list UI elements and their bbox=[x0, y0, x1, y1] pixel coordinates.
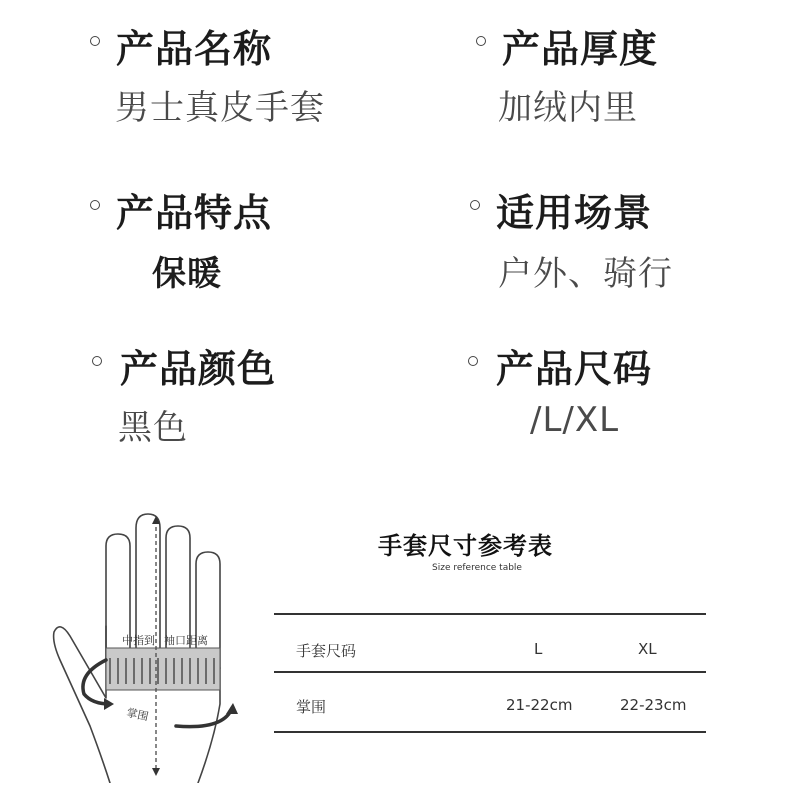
glove-measure-illustration bbox=[48, 508, 258, 783]
bullet-icon bbox=[90, 36, 100, 46]
finger-label: 中指到 bbox=[122, 634, 155, 647]
header-cell: L bbox=[534, 640, 543, 658]
header-cell: 手套尺码 bbox=[296, 642, 357, 660]
bullet-icon bbox=[92, 356, 102, 366]
bullet-icon bbox=[468, 356, 478, 366]
spec-title: 产品厚度 bbox=[502, 27, 659, 71]
bullet-icon bbox=[90, 200, 100, 210]
row-value-xl: 22-23cm bbox=[620, 696, 687, 714]
spec-title: 产品尺码 bbox=[496, 347, 653, 391]
spec-title: 适用场景 bbox=[496, 191, 653, 235]
spec-value: 加绒内里 bbox=[498, 88, 638, 128]
cuff-label: 袖口距离 bbox=[164, 634, 208, 647]
spec-value: /L/XL bbox=[530, 400, 620, 440]
spec-value: 户外、骑行 bbox=[498, 254, 673, 294]
spec-title: 产品名称 bbox=[116, 27, 273, 71]
size-chart-title: 手套尺寸参考表 bbox=[378, 532, 553, 560]
table-divider-rule bbox=[274, 671, 706, 673]
spec-value: 男士真皮手套 bbox=[115, 88, 325, 128]
table-top-rule bbox=[274, 613, 706, 615]
size-chart-subtitle: Size reference table bbox=[432, 563, 522, 573]
bullet-icon bbox=[476, 36, 486, 46]
spec-value: 黑色 bbox=[118, 408, 188, 448]
spec-title: 产品颜色 bbox=[120, 347, 277, 391]
header-cell: XL bbox=[638, 640, 657, 658]
table-bottom-rule bbox=[274, 731, 706, 733]
bullet-icon bbox=[470, 200, 480, 210]
spec-value: 保暖 bbox=[152, 254, 222, 294]
row-label: 掌围 bbox=[296, 698, 327, 716]
palm-label: 掌围 bbox=[125, 706, 150, 724]
spec-title: 产品特点 bbox=[116, 191, 273, 235]
row-value-l: 21-22cm bbox=[506, 696, 573, 714]
